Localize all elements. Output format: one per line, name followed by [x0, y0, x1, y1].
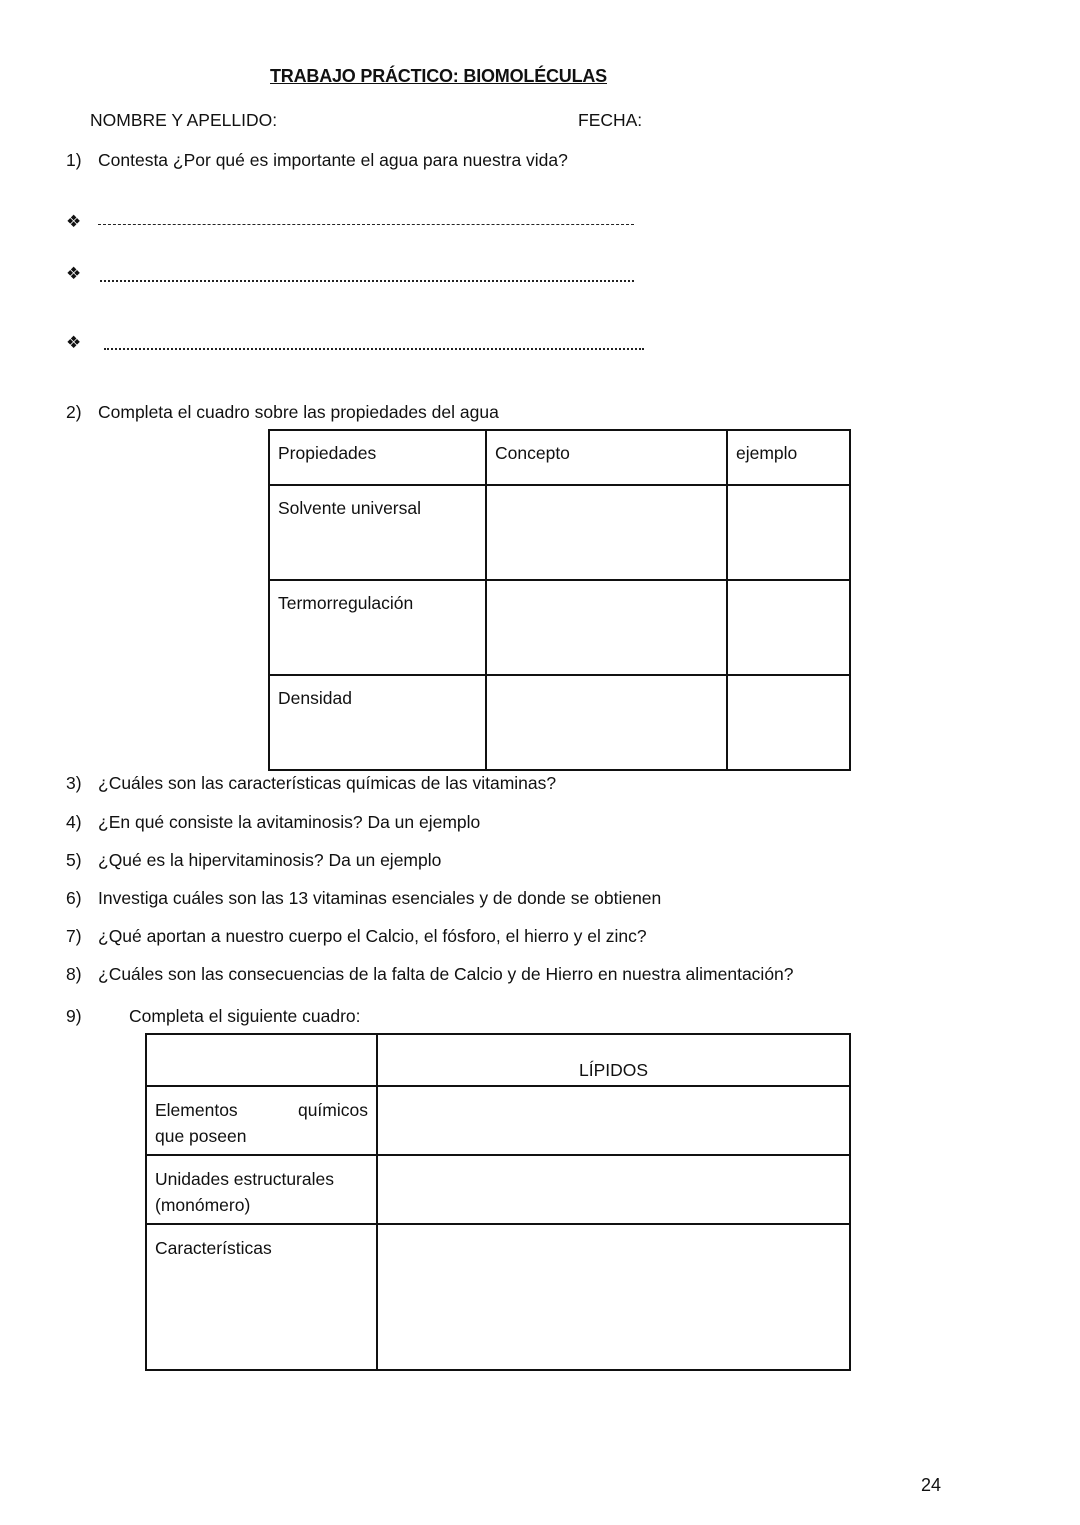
answer-line-1[interactable] [98, 224, 634, 225]
question-6 [0, 888, 1080, 912]
answer-line-2[interactable] [100, 280, 634, 282]
question-8 [0, 964, 1080, 988]
table-row [146, 1224, 850, 1370]
label-text: que poseen [155, 1126, 247, 1146]
bullet-diamond-icon: ❖ [66, 212, 82, 231]
name-label: NOMBRE Y APELLIDO: [90, 110, 278, 130]
question-1 [0, 150, 1080, 174]
question-7 [0, 926, 1080, 950]
lipids-table [145, 1033, 851, 1371]
table-header-row [269, 430, 850, 485]
question-number: 3) [66, 773, 82, 793]
header-lipidos: LÍPIDOS [377, 1034, 850, 1086]
example-cell[interactable] [727, 485, 850, 580]
page-title: TRABAJO PRÁCTICO: BIOMOLÉCULAS [270, 66, 607, 86]
row-label-caracteristicas: Características [146, 1224, 377, 1370]
question-number: 8) [66, 964, 82, 984]
question-text: Contesta ¿Por qué es importante el agua para nuestra vida? [98, 150, 568, 170]
header-concepto: Concepto [486, 430, 727, 485]
answer-line-3[interactable] [104, 348, 644, 350]
bullet-diamond-icon: ❖ [66, 264, 82, 283]
question-number: 7) [66, 926, 82, 946]
value-cell[interactable] [377, 1155, 850, 1224]
label-text: (monómero) [155, 1195, 251, 1215]
concept-cell[interactable] [486, 675, 727, 770]
question-number: 1) [66, 150, 82, 170]
question-2 [0, 402, 1080, 426]
question-text: ¿Qué aportan a nuestro cuerpo el Calcio, el fósforo, el hierro y el zinc? [98, 926, 647, 946]
table-row [146, 1155, 850, 1224]
question-number: 5) [66, 850, 82, 870]
question-text: ¿Cuáles son las características químicas de las vitaminas? [98, 773, 557, 793]
water-properties-table [268, 429, 851, 771]
row-label-unidades [146, 1155, 377, 1224]
example-cell[interactable] [727, 675, 850, 770]
property-cell: Solvente universal [269, 485, 486, 580]
page-number: 24 [921, 1475, 942, 1495]
question-5 [0, 850, 1080, 874]
question-text: Completa el cuadro sobre las propiedades del agua [98, 402, 499, 422]
question-text: Completa el siguiente cuadro: [129, 1006, 361, 1026]
question-number: 4) [66, 812, 82, 832]
header-empty [146, 1034, 377, 1086]
value-cell[interactable] [377, 1086, 850, 1155]
question-number: 2) [66, 402, 82, 422]
label-text: Elementos [155, 1100, 238, 1120]
bullet-diamond-icon: ❖ [66, 333, 82, 352]
property-cell: Densidad [269, 675, 486, 770]
question-4 [0, 812, 1080, 836]
table-row [146, 1086, 850, 1155]
concept-cell[interactable] [486, 580, 727, 675]
table-row [269, 485, 850, 580]
table-row [269, 675, 850, 770]
question-text: ¿Cuáles son las consecuencias de la falta de Calcio y de Hierro en nuestra alimentación? [98, 964, 794, 984]
row-label-elementos [146, 1086, 377, 1155]
label-text: químicos [297, 1100, 368, 1120]
header-propiedades: Propiedades [269, 430, 486, 485]
example-cell[interactable] [727, 580, 850, 675]
question-number: 6) [66, 888, 82, 908]
property-cell: Termorregulación [269, 580, 486, 675]
header-ejemplo: ejemplo [727, 430, 850, 485]
question-9 [0, 1006, 1080, 1030]
concept-cell[interactable] [486, 485, 727, 580]
question-text: Investiga cuáles son las 13 vitaminas esenciales y de donde se obtienen [98, 888, 662, 908]
label-text: Unidades estructurales [155, 1169, 334, 1189]
question-text: ¿En qué consiste la avitaminosis? Da un ejemplo [98, 812, 481, 832]
table-header-row [146, 1034, 850, 1086]
question-text: ¿Qué es la hipervitaminosis? Da un ejemplo [98, 850, 442, 870]
question-3 [0, 773, 1080, 797]
date-label: FECHA: [578, 110, 643, 130]
question-number: 9) [66, 1006, 82, 1026]
value-cell[interactable] [377, 1224, 850, 1370]
table-row [269, 580, 850, 675]
